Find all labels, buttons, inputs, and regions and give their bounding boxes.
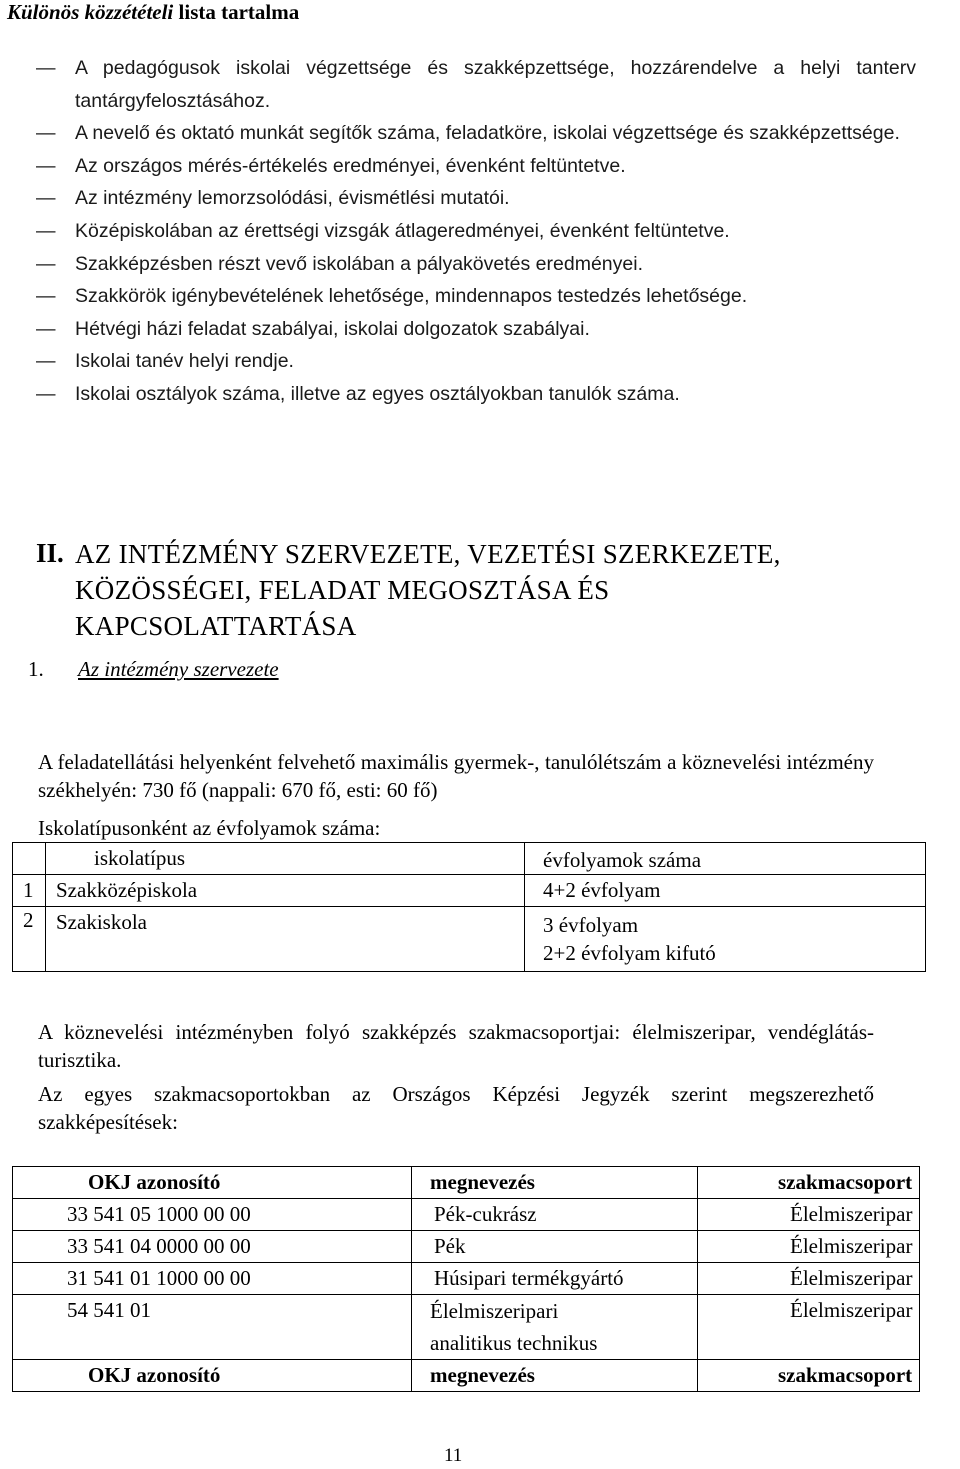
dash-icon: — xyxy=(36,317,56,340)
table-cell: Élelmiszeripari analitikus technikus xyxy=(412,1295,698,1360)
page-heading xyxy=(7,0,299,25)
table-footer-row xyxy=(13,1360,920,1392)
heading-rest: lista tartalma xyxy=(178,0,300,24)
years-line: 2+2 évfolyam kifutó xyxy=(543,941,716,965)
table-cell: Élelmiszeripar xyxy=(698,1199,920,1231)
table-header-row xyxy=(13,1167,920,1199)
list-item: — Hétvégi házi feladat szabályai, iskolai dolgozatok szabályai. xyxy=(36,313,916,346)
table-cell: 4+2 évfolyam xyxy=(525,875,926,907)
table-header: OKJ azonosító xyxy=(13,1360,412,1392)
okj-intro: Az egyes szakmacsoportokban az Országos Képzési Jegyzék szerint megszerezhető szakképesítések: xyxy=(38,1082,874,1134)
dash-icon: — xyxy=(36,122,56,145)
types-intro: Iskolatípusonként az évfolyamok száma: xyxy=(38,816,381,840)
table-cell: 2 xyxy=(13,907,46,972)
list-item: — Az országos mérés-értékelés eredményei, évenként feltüntetve. xyxy=(36,150,916,183)
list-item: — Szakképzésben részt vevő iskolában a pályakövetés eredményei. xyxy=(36,248,916,281)
groups-paragraph: A köznevelési intézményben folyó szakképzés szakmacsoportjai: élelmiszeripar, vendéglátás-turisztika. xyxy=(38,1020,874,1072)
table-row xyxy=(13,1231,920,1263)
table-cell: 31 541 01 1000 00 00 xyxy=(13,1263,412,1295)
heading-italic: Különös közzétételi xyxy=(7,0,174,24)
table-cell xyxy=(13,843,46,875)
table-header: OKJ azonosító xyxy=(13,1167,412,1199)
dash-icon: — xyxy=(36,187,56,210)
list-item: — Iskolai osztályok száma, illetve az egyes osztályokban tanulók száma. xyxy=(36,378,916,411)
disclosure-list xyxy=(36,52,916,411)
list-item: — Az intézmény lemorzsolódási, évismétlési mutatói. xyxy=(36,182,916,215)
section-title: AZ INTÉZMÉNY SZERVEZETE, VEZETÉSI SZERKEZETE, KÖZÖSSÉGEI, FELADAT MEGOSZTÁSA ÉS KAPCSOLATTARTÁSA xyxy=(75,539,781,641)
table-cell: Pék xyxy=(412,1231,698,1263)
dash-icon: — xyxy=(36,382,56,405)
table-header: iskolatípus xyxy=(46,843,525,875)
table-row xyxy=(13,1199,920,1231)
list-item: — A nevelő és oktató munkát segítők száma, feladatköre, iskolai végzettsége és szakképzettsége. xyxy=(36,117,916,150)
okj-table xyxy=(12,1166,920,1392)
dash-icon: — xyxy=(36,350,56,373)
table-cell: 54 541 01 xyxy=(13,1295,412,1360)
list-item: — Középiskolában az érettségi vizsgák átlageredményei, évenként feltüntetve. xyxy=(36,215,916,248)
dash-icon: — xyxy=(36,57,56,79)
table-cell: Pék-cukrász xyxy=(412,1199,698,1231)
table-cell: Szakközépiskola xyxy=(46,875,525,907)
table-cell: 1 xyxy=(13,875,46,907)
table-row xyxy=(13,1295,920,1360)
dash-icon: — xyxy=(36,285,56,308)
dash-icon: — xyxy=(36,219,56,242)
dash-icon: — xyxy=(36,252,56,275)
years-line: 3 évfolyam xyxy=(543,913,639,937)
table-cell: 33 541 04 0000 00 00 xyxy=(13,1231,412,1263)
table-header: szakmacsoport xyxy=(698,1167,920,1199)
table-cell: Szakiskola xyxy=(46,907,525,972)
school-types-table xyxy=(12,842,926,972)
subsection-number: 1. xyxy=(28,657,44,681)
subsection-title: Az intézmény szervezete xyxy=(78,657,279,681)
table-cell: Élelmiszeripar xyxy=(698,1231,920,1263)
list-item: — Iskolai tanév helyi rendje. xyxy=(36,345,916,378)
table-cell: 33 541 05 1000 00 00 xyxy=(13,1199,412,1231)
table-header: megnevezés xyxy=(412,1167,698,1199)
table-header-row xyxy=(13,843,926,875)
table-header: szakmacsoport xyxy=(698,1360,920,1392)
list-item: — A pedagógusok iskolai végzettsége és szakképzettsége, hozzárendelve a helyi tanterv tantárgyfelosztásához. xyxy=(36,52,916,117)
section-number: II. xyxy=(36,538,64,568)
table-cell: Húsipari termékgyártó xyxy=(412,1263,698,1295)
table-row xyxy=(13,875,926,907)
table-cell xyxy=(525,907,926,972)
table-row xyxy=(13,1263,920,1295)
dash-icon: — xyxy=(36,154,56,177)
page-number: 11 xyxy=(444,1445,463,1466)
table-header: évfolyamok száma xyxy=(525,843,926,875)
table-row xyxy=(13,907,926,972)
table-cell: Élelmiszeripar xyxy=(698,1263,920,1295)
list-item: — Szakkörök igénybevételének lehetősége, mindennapos testedzés lehetősége. xyxy=(36,280,916,313)
capacity-paragraph: A feladatellátási helyenként felvehető maximális gyermek-, tanulólétszám a köznevelési intézmény székhelyén: 730 fő (nappali: 670 fő, esti: 60 fő) xyxy=(38,750,874,802)
table-cell: Élelmiszeripar xyxy=(698,1295,920,1360)
table-header: megnevezés xyxy=(412,1360,698,1392)
